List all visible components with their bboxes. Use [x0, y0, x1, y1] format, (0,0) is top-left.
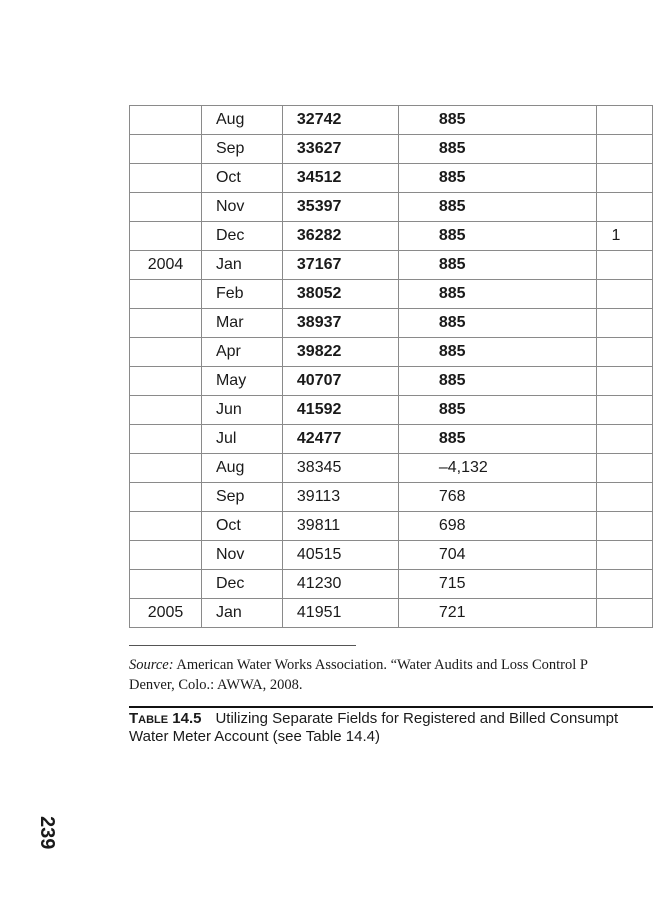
- meter-reading-cell: 41951: [282, 599, 398, 628]
- caption-line-1: [129, 710, 653, 728]
- meter-reading-cell: 40707: [282, 367, 398, 396]
- consumption-cell: 885: [398, 222, 597, 251]
- table-row: [130, 483, 653, 512]
- extra-cell: [597, 309, 653, 338]
- extra-cell: [597, 193, 653, 222]
- meter-reading-cell: 40515: [282, 541, 398, 570]
- month-cell: Nov: [201, 541, 282, 570]
- extra-cell: [597, 135, 653, 164]
- extra-cell: [597, 570, 653, 599]
- extra-cell: [597, 338, 653, 367]
- year-cell: [130, 570, 202, 599]
- table-row: [130, 222, 653, 251]
- month-cell: Oct: [201, 164, 282, 193]
- year-cell: [130, 425, 202, 454]
- caption-text-2: Water Meter Account (see Table 14.4): [129, 728, 380, 745]
- consumption-cell: 885: [398, 280, 597, 309]
- source-line-1: [129, 655, 653, 675]
- table-body: [130, 106, 653, 628]
- table-row: [130, 338, 653, 367]
- table-row: [130, 599, 653, 628]
- year-cell: [130, 396, 202, 425]
- year-cell: [130, 193, 202, 222]
- consumption-cell: 885: [398, 106, 597, 135]
- month-cell: Nov: [201, 193, 282, 222]
- month-cell: Sep: [201, 135, 282, 164]
- table-caption: [129, 710, 653, 746]
- year-cell: [130, 309, 202, 338]
- meter-reading-cell: 42477: [282, 425, 398, 454]
- table-row: [130, 541, 653, 570]
- year-cell: [130, 483, 202, 512]
- table-row: [130, 425, 653, 454]
- consumption-cell: 885: [398, 164, 597, 193]
- source-note: [129, 655, 653, 695]
- table-row: [130, 512, 653, 541]
- consumption-cell: 885: [398, 251, 597, 280]
- table-row: [130, 164, 653, 193]
- consumption-cell: 885: [398, 338, 597, 367]
- year-cell: [130, 512, 202, 541]
- meter-reading-cell: 38345: [282, 454, 398, 483]
- source-text-2: Denver, Colo.: AWWA, 2008.: [129, 677, 303, 693]
- meter-reading-cell: 41230: [282, 570, 398, 599]
- year-cell: [130, 222, 202, 251]
- consumption-cell: –4,132: [398, 454, 597, 483]
- year-cell: [130, 367, 202, 396]
- extra-cell: [597, 425, 653, 454]
- meter-reading-cell: 38052: [282, 280, 398, 309]
- consumption-cell: 698: [398, 512, 597, 541]
- consumption-cell: 885: [398, 309, 597, 338]
- month-cell: Apr: [201, 338, 282, 367]
- meter-reading-cell: 32742: [282, 106, 398, 135]
- meter-reading-cell: 35397: [282, 193, 398, 222]
- meter-reading-cell: 34512: [282, 164, 398, 193]
- consumption-cell: 885: [398, 425, 597, 454]
- consumption-cell: 721: [398, 599, 597, 628]
- caption-label: Table 14.5: [129, 710, 202, 727]
- month-cell: Jan: [201, 251, 282, 280]
- extra-cell: [597, 280, 653, 309]
- extra-cell: [597, 396, 653, 425]
- meter-reading-cell: 33627: [282, 135, 398, 164]
- consumption-cell: 885: [398, 193, 597, 222]
- month-cell: Jul: [201, 425, 282, 454]
- table-row: [130, 454, 653, 483]
- footnote-divider: [129, 645, 356, 646]
- meter-readings-table: [129, 105, 653, 628]
- month-cell: Sep: [201, 483, 282, 512]
- extra-cell: 1: [597, 222, 653, 251]
- source-text-1: American Water Works Association. “Water Audits and Loss Control P: [176, 657, 588, 673]
- month-cell: Jan: [201, 599, 282, 628]
- table-row: [130, 570, 653, 599]
- month-cell: Dec: [201, 222, 282, 251]
- month-cell: May: [201, 367, 282, 396]
- table-row: [130, 367, 653, 396]
- extra-cell: [597, 512, 653, 541]
- year-cell: 2004: [130, 251, 202, 280]
- meter-reading-cell: 39113: [282, 483, 398, 512]
- year-cell: [130, 135, 202, 164]
- extra-cell: [597, 483, 653, 512]
- consumption-cell: 768: [398, 483, 597, 512]
- table-row: [130, 280, 653, 309]
- caption-rule: [129, 706, 653, 708]
- year-cell: [130, 338, 202, 367]
- month-cell: Aug: [201, 106, 282, 135]
- year-cell: [130, 106, 202, 135]
- extra-cell: [597, 454, 653, 483]
- month-cell: Dec: [201, 570, 282, 599]
- extra-cell: [597, 164, 653, 193]
- meter-reading-cell: 39822: [282, 338, 398, 367]
- extra-cell: [597, 106, 653, 135]
- table-row: [130, 309, 653, 338]
- month-cell: Oct: [201, 512, 282, 541]
- extra-cell: [597, 251, 653, 280]
- year-cell: [130, 280, 202, 309]
- meter-reading-cell: 36282: [282, 222, 398, 251]
- table-row: [130, 396, 653, 425]
- meter-reading-cell: 41592: [282, 396, 398, 425]
- caption-text-1: Utilizing Separate Fields for Registered and Billed Consumpt: [215, 710, 619, 727]
- consumption-cell: 704: [398, 541, 597, 570]
- extra-cell: [597, 541, 653, 570]
- year-cell: [130, 541, 202, 570]
- year-cell: 2005: [130, 599, 202, 628]
- extra-cell: [597, 367, 653, 396]
- year-cell: [130, 164, 202, 193]
- table-row: [130, 251, 653, 280]
- consumption-cell: 885: [398, 396, 597, 425]
- table-row: [130, 106, 653, 135]
- meter-reading-cell: 38937: [282, 309, 398, 338]
- consumption-cell: 885: [398, 135, 597, 164]
- consumption-cell: 715: [398, 570, 597, 599]
- month-cell: Feb: [201, 280, 282, 309]
- month-cell: Jun: [201, 396, 282, 425]
- table-row: [130, 135, 653, 164]
- month-cell: Aug: [201, 454, 282, 483]
- year-cell: [130, 454, 202, 483]
- extra-cell: [597, 599, 653, 628]
- page-number: 239: [36, 816, 58, 850]
- meter-reading-cell: 37167: [282, 251, 398, 280]
- meter-reading-cell: 39811: [282, 512, 398, 541]
- source-label: Source:: [129, 657, 174, 673]
- month-cell: Mar: [201, 309, 282, 338]
- table-row: [130, 193, 653, 222]
- consumption-cell: 885: [398, 367, 597, 396]
